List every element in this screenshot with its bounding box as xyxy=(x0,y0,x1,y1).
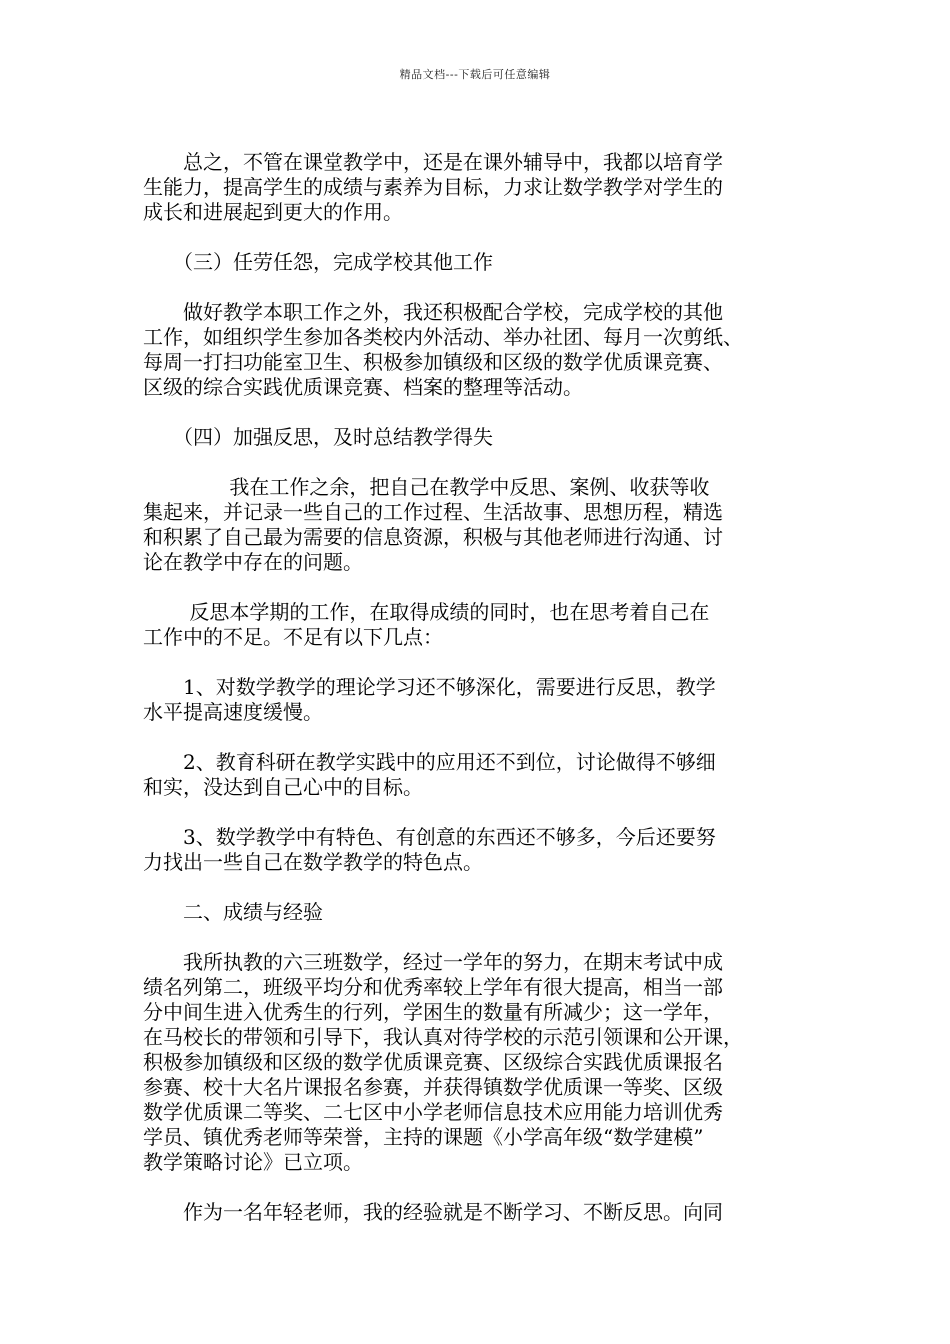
text-line: 生能力，提高学生的成绩与素养为目标，力求让数学教学对学生的 xyxy=(143,175,723,199)
paragraph xyxy=(143,950,813,1175)
text-line: 工作中的不足。不足有以下几点： xyxy=(143,625,443,649)
text-line: 工作，如组织学生参加各类校内外活动、举办社团、每月一次剪纸、 xyxy=(143,325,743,349)
text-line: 反思本学期的工作，在取得成绩的同时，也在思考着自己在 xyxy=(143,600,710,624)
text-line: 2、教育科研在教学实践中的应用还不到位，讨论做得不够细 xyxy=(143,750,716,774)
text-line: 作为一名年轻老师，我的经验就是不断学习、不断反思。向同 xyxy=(143,1200,723,1224)
text-line: 学员、镇优秀老师等荣誉，主持的课题《小学高年级“数学建模” xyxy=(143,1125,704,1149)
page-header: 精品文档---下载后可任意编辑 xyxy=(399,68,551,81)
paragraph xyxy=(143,1200,813,1225)
paragraph xyxy=(143,475,813,575)
text-line: 我所执教的六三班数学，经过一学年的努力，在期末考试中成 xyxy=(143,950,723,974)
text-line: （三）任劳任怨，完成学校其他工作 xyxy=(143,250,493,274)
text-line: 教学策略讨论》已立项。 xyxy=(143,1150,363,1174)
text-line: 我在工作之余，把自己在教学中反思、案例、收获等收 xyxy=(143,475,710,499)
text-line: 和实，没达到自己心中的目标。 xyxy=(143,775,423,799)
paragraph xyxy=(143,675,813,725)
text-line: 和积累了自己最为需要的信息资源，积极与其他老师进行沟通、讨 xyxy=(143,525,723,549)
text-line: （四）加强反思，及时总结教学得失 xyxy=(143,425,493,449)
paragraph xyxy=(143,300,813,400)
text-line: 分中间生进入优秀生的行列，学困生的数量有所减少；这一学年， xyxy=(143,1000,723,1024)
text-line: 水平提高速度缓慢。 xyxy=(143,700,323,724)
text-line: 绩名列第二，班级平均分和优秀率较上学年有很大提高，相当一部 xyxy=(143,975,723,999)
paragraph xyxy=(143,425,813,450)
paragraph xyxy=(143,825,813,875)
document-body xyxy=(143,150,813,1250)
paragraph xyxy=(143,750,813,800)
text-line: 每周一打扫功能室卫生、积极参加镇级和区级的数学优质课竞赛、 xyxy=(143,350,723,374)
text-line: 在马校长的带领和引导下，我认真对待学校的示范引领课和公开课， xyxy=(143,1025,743,1049)
text-line: 集起来，并记录一些自己的工作过程、生活故事、思想历程，精选 xyxy=(143,500,723,524)
text-line: 积极参加镇级和区级的数学优质课竞赛、区级综合实践优质课报名 xyxy=(143,1050,723,1074)
paragraph xyxy=(143,250,813,275)
text-line: 总之，不管在课堂教学中，还是在课外辅导中，我都以培育学 xyxy=(143,150,723,174)
paragraph xyxy=(143,900,813,925)
text-line: 做好教学本职工作之外，我还积极配合学校，完成学校的其他 xyxy=(143,300,723,324)
text-line: 二、成绩与经验 xyxy=(143,900,323,924)
text-line: 3、数学教学中有特色、有创意的东西还不够多，今后还要努 xyxy=(143,825,716,849)
paragraph xyxy=(143,150,813,225)
text-line: 1、对数学教学的理论学习还不够深化，需要进行反思，教学 xyxy=(143,675,716,699)
text-line: 力找出一些自己在数学教学的特色点。 xyxy=(143,850,483,874)
paragraph xyxy=(143,600,813,650)
text-line: 成长和进展起到更大的作用。 xyxy=(143,200,403,224)
text-line: 参赛、校十大名片课报名参赛，并获得镇数学优质课一等奖、区级 xyxy=(143,1075,723,1099)
text-line: 论在教学中存在的问题。 xyxy=(143,550,363,574)
text-line: 区级的综合实践优质课竞赛、档案的整理等活动。 xyxy=(143,375,583,399)
text-line: 数学优质课二等奖、二七区中小学老师信息技术应用能力培训优秀 xyxy=(143,1100,723,1124)
